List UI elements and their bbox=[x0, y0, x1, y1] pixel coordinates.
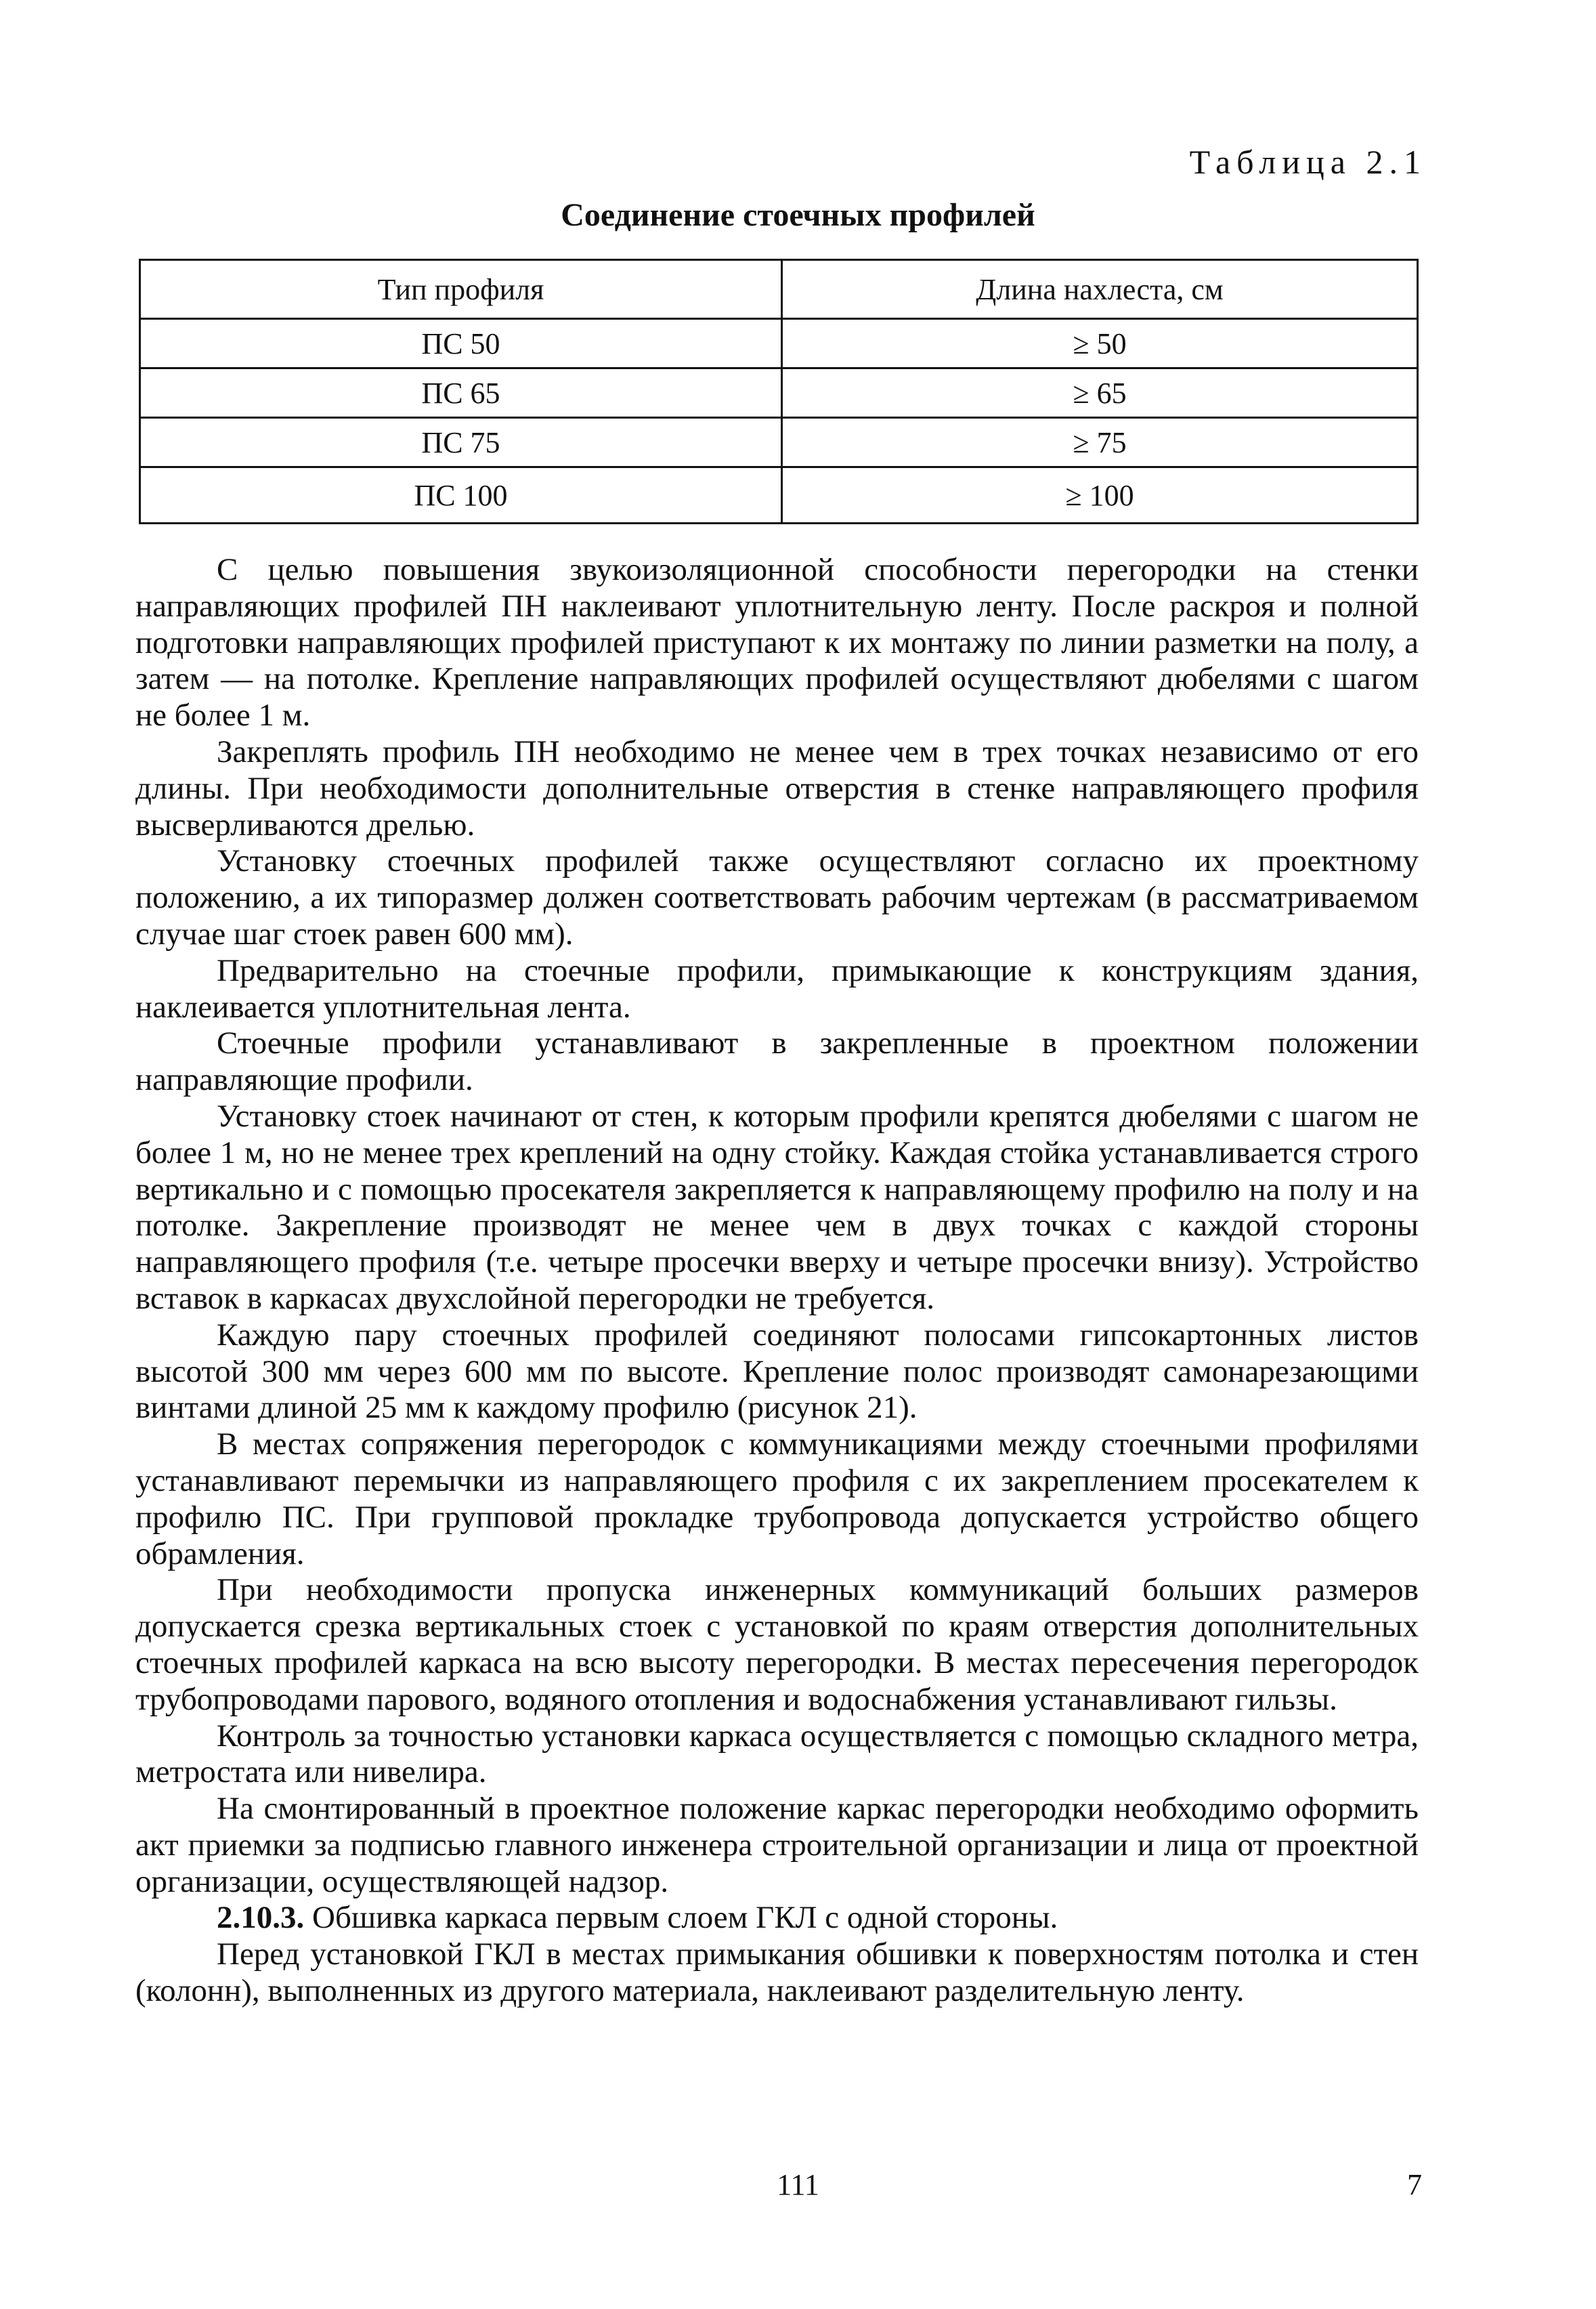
paragraph: Закреплять профиль ПН необходимо не менее чем в трех точках независимо от его длины. При необходимости дополнительные отверстия в стенке направляющего профиля высверливаются дрелью. bbox=[135, 734, 1419, 843]
table-header-overlap-length: Длина нахлеста, см bbox=[782, 260, 1418, 319]
sheet-number: 7 bbox=[1407, 2168, 1422, 2201]
page-number: 111 bbox=[777, 2168, 819, 2201]
paragraph: Установку стоек начинают от стен, к которым профили крепятся дюбелями с шагом не более 1 м, но не менее трех креплений на одну стойку. Каждая стойка устанавливается строго вертикально и с помощью просекателя закрепляется к направляющему профилю на полу и на потолке. Закрепление производят не менее чем в двух точках с каждой стороны направляющего профиля (т.е. четыре просечки вверху и четыре просечки внизу). Устройство вставок в каркасах двухслойной перегородки не требуется. bbox=[135, 1098, 1419, 1316]
paragraph: Каждую пару стоечных профилей соединяют полосами гипсокартонных листов высотой 300 мм через 600 мм по высоте. Крепление полос производят самонарезающими винтами длиной 25 мм к каждому профилю (рисунок 21). bbox=[135, 1317, 1419, 1426]
paragraph: На смонтированный в проектное положение каркас перегородки необходимо оформить акт приемки за подписью главного инженера строительной организации и лица от проектной организации, осуществляющей надзор. bbox=[135, 1791, 1419, 1899]
paragraph: Стоечные профили устанавливают в закрепленные в проектном положении направляющие профили. bbox=[135, 1025, 1419, 1098]
table-cell-profile: ПС 50 bbox=[140, 319, 782, 368]
table-row bbox=[140, 368, 1418, 418]
table-cell-overlap: ≥ 65 bbox=[782, 368, 1418, 418]
table-header-row bbox=[140, 260, 1418, 319]
table-label: Таблица 2.1 bbox=[1189, 143, 1427, 181]
table-header-profile-type: Тип профиля bbox=[140, 260, 782, 319]
section-title: Обшивка каркаса первым слоем ГКЛ с одной стороны. bbox=[304, 1900, 1058, 1936]
table-row bbox=[140, 418, 1418, 467]
section-heading bbox=[135, 1900, 1419, 1936]
table-cell-overlap: ≥ 50 bbox=[782, 319, 1418, 368]
section-number: 2.10.3. bbox=[217, 1900, 305, 1936]
table-cell-profile: ПС 65 bbox=[140, 368, 782, 418]
profile-overlap-table bbox=[139, 259, 1419, 524]
paragraph: При необходимости пропуска инженерных коммуникаций больших размеров допускается срезка вертикальных стоек с установкой по краям отверстия дополнительных стоечных профилей каркаса на всю высоту перегородки. В местах пересечения перегородок трубопроводами парового, водяного отопления и водоснабжения устанавливают гильзы. bbox=[135, 1572, 1419, 1717]
table-cell-overlap: ≥ 75 bbox=[782, 418, 1418, 467]
body-text bbox=[135, 552, 1419, 2010]
table-cell-profile: ПС 75 bbox=[140, 418, 782, 467]
table-row bbox=[140, 319, 1418, 368]
table-cell-overlap: ≥ 100 bbox=[782, 467, 1418, 524]
paragraph: Контроль за точностью установки каркаса осуществляется с помощью складного метра, метростата или нивелира. bbox=[135, 1718, 1419, 1790]
paragraph: Установку стоечных профилей также осуществляют согласно их проектному положению, а их типоразмер должен соответствовать рабочим чертежам (в рассматриваемом случае шаг стоек равен 600 мм). bbox=[135, 843, 1419, 952]
table-row bbox=[140, 467, 1418, 524]
paragraph: Перед установкой ГКЛ в местах примыкания обшивки к поверхностям потолка и стен (колонн), выполненных из другого материала, наклеивают разделительную ленту. bbox=[135, 1936, 1419, 2009]
table-title: Соединение стоечных профилей bbox=[561, 197, 1035, 233]
paragraph: С целью повышения звукоизоляционной способности перегородки на стенки направляющих профилей ПН наклеивают уплотнительную ленту. После раскроя и полной подготовки направляющих профилей приступают к их монтажу по линии разметки на полу, а затем — на потолке. Крепление направляющих профилей осуществляют дюбелями с шагом не более 1 м. bbox=[135, 552, 1419, 734]
table-cell-profile: ПС 100 bbox=[140, 467, 782, 524]
paragraph: В местах сопряжения перегородок с коммуникациями между стоечными профилями устанавливают перемычки из направляющего профиля с их закреплением просекателем к профилю ПС. При групповой прокладке трубопровода допускается устройство общего обрамления. bbox=[135, 1426, 1419, 1571]
paragraph: Предварительно на стоечные профили, примыкающие к конструкциям здания, наклеивается уплотнительная лента. bbox=[135, 952, 1419, 1025]
